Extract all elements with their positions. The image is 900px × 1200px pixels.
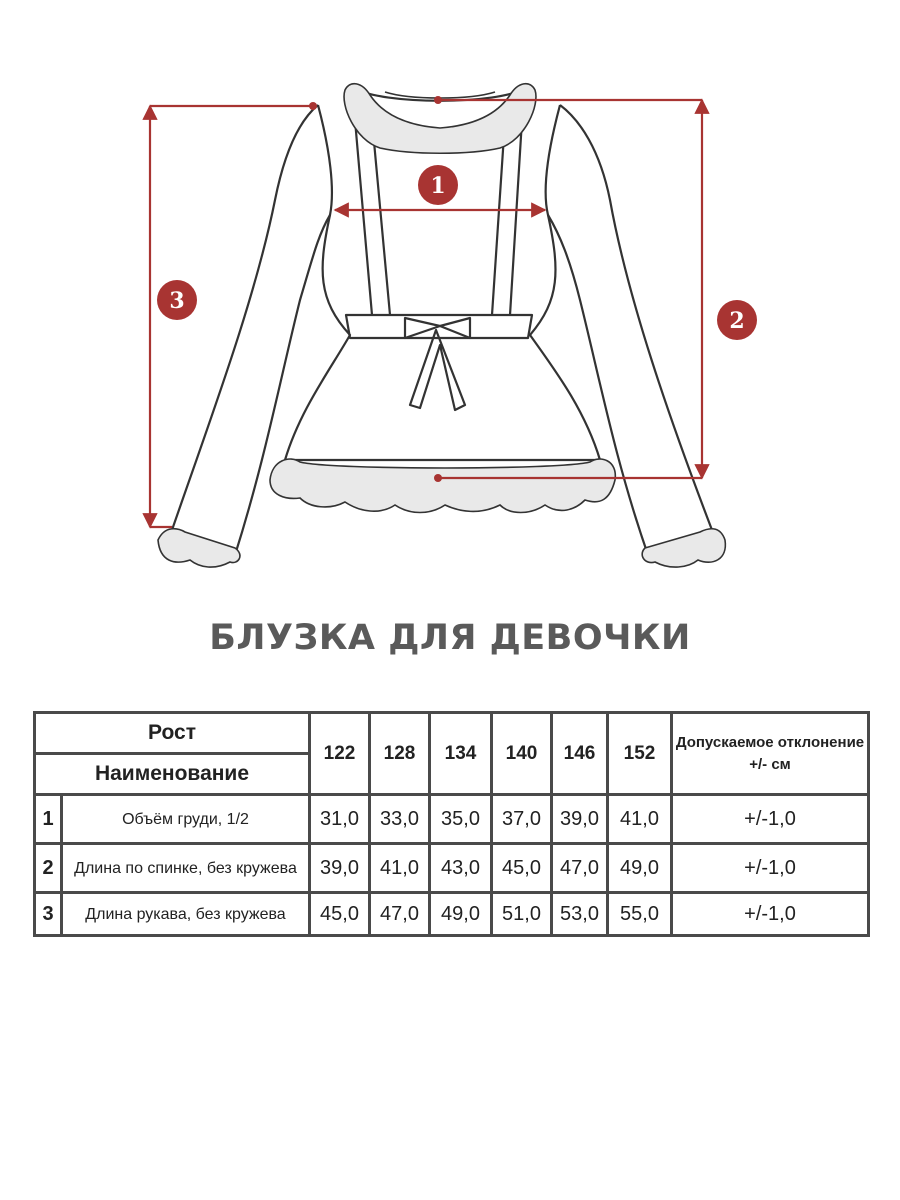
header-name: Наименование: [35, 754, 310, 795]
svg-text:1: 1: [430, 173, 446, 199]
table-row: [35, 844, 869, 893]
tolerance-header: Допускаемое отклонение +/- см: [672, 713, 869, 795]
row-number: 2: [35, 844, 62, 893]
marker-3: [157, 280, 197, 320]
cuff-frill-right: [642, 529, 725, 567]
svg-text:2: 2: [729, 308, 745, 334]
table-cell: 49,0: [430, 893, 492, 936]
table-cell: 35,0: [430, 795, 492, 844]
measure-line-2: [434, 96, 702, 482]
table-cell: 41,0: [608, 795, 672, 844]
size-header-152: 152: [608, 713, 672, 795]
size-header-140: 140: [492, 713, 552, 795]
table-row: [35, 893, 869, 936]
tolerance-cell: +/-1,0: [672, 893, 869, 936]
table-cell: 55,0: [608, 893, 672, 936]
tolerance-cell: +/-1,0: [672, 844, 869, 893]
table-row: [35, 795, 869, 844]
table-cell: 33,0: [370, 795, 430, 844]
table-cell: 47,0: [552, 844, 608, 893]
table-cell: 45,0: [492, 844, 552, 893]
table-cell: 51,0: [492, 893, 552, 936]
svg-text:3: 3: [169, 288, 185, 314]
size-header-134: 134: [430, 713, 492, 795]
table-cell: 31,0: [310, 795, 370, 844]
tolerance-cell: +/-1,0: [672, 795, 869, 844]
row-number: 3: [35, 893, 62, 936]
table-cell: 39,0: [552, 795, 608, 844]
hem-frill: [270, 459, 615, 512]
table-cell: 53,0: [552, 893, 608, 936]
size-header-146: 146: [552, 713, 608, 795]
cuff-frill-left: [158, 529, 240, 567]
row-label: Длина по спинке, без кружева: [62, 844, 310, 893]
size-header-128: 128: [370, 713, 430, 795]
row-label: Объём груди, 1/2: [62, 795, 310, 844]
row-label: Длина рукава, без кружева: [62, 893, 310, 936]
table-cell: 43,0: [430, 844, 492, 893]
size-table: [33, 711, 870, 937]
table-cell: 47,0: [370, 893, 430, 936]
table-cell: 45,0: [310, 893, 370, 936]
page-title: БЛУЗКА ДЛЯ ДЕВОЧКИ: [209, 618, 691, 658]
table-cell: 37,0: [492, 795, 552, 844]
size-header-122: 122: [310, 713, 370, 795]
marker-1: [418, 165, 458, 205]
table-cell: 41,0: [370, 844, 430, 893]
row-number: 1: [35, 795, 62, 844]
table-cell: 39,0: [310, 844, 370, 893]
table-cell: 49,0: [608, 844, 672, 893]
marker-2: [717, 300, 757, 340]
header-rost: Рост: [35, 713, 310, 754]
